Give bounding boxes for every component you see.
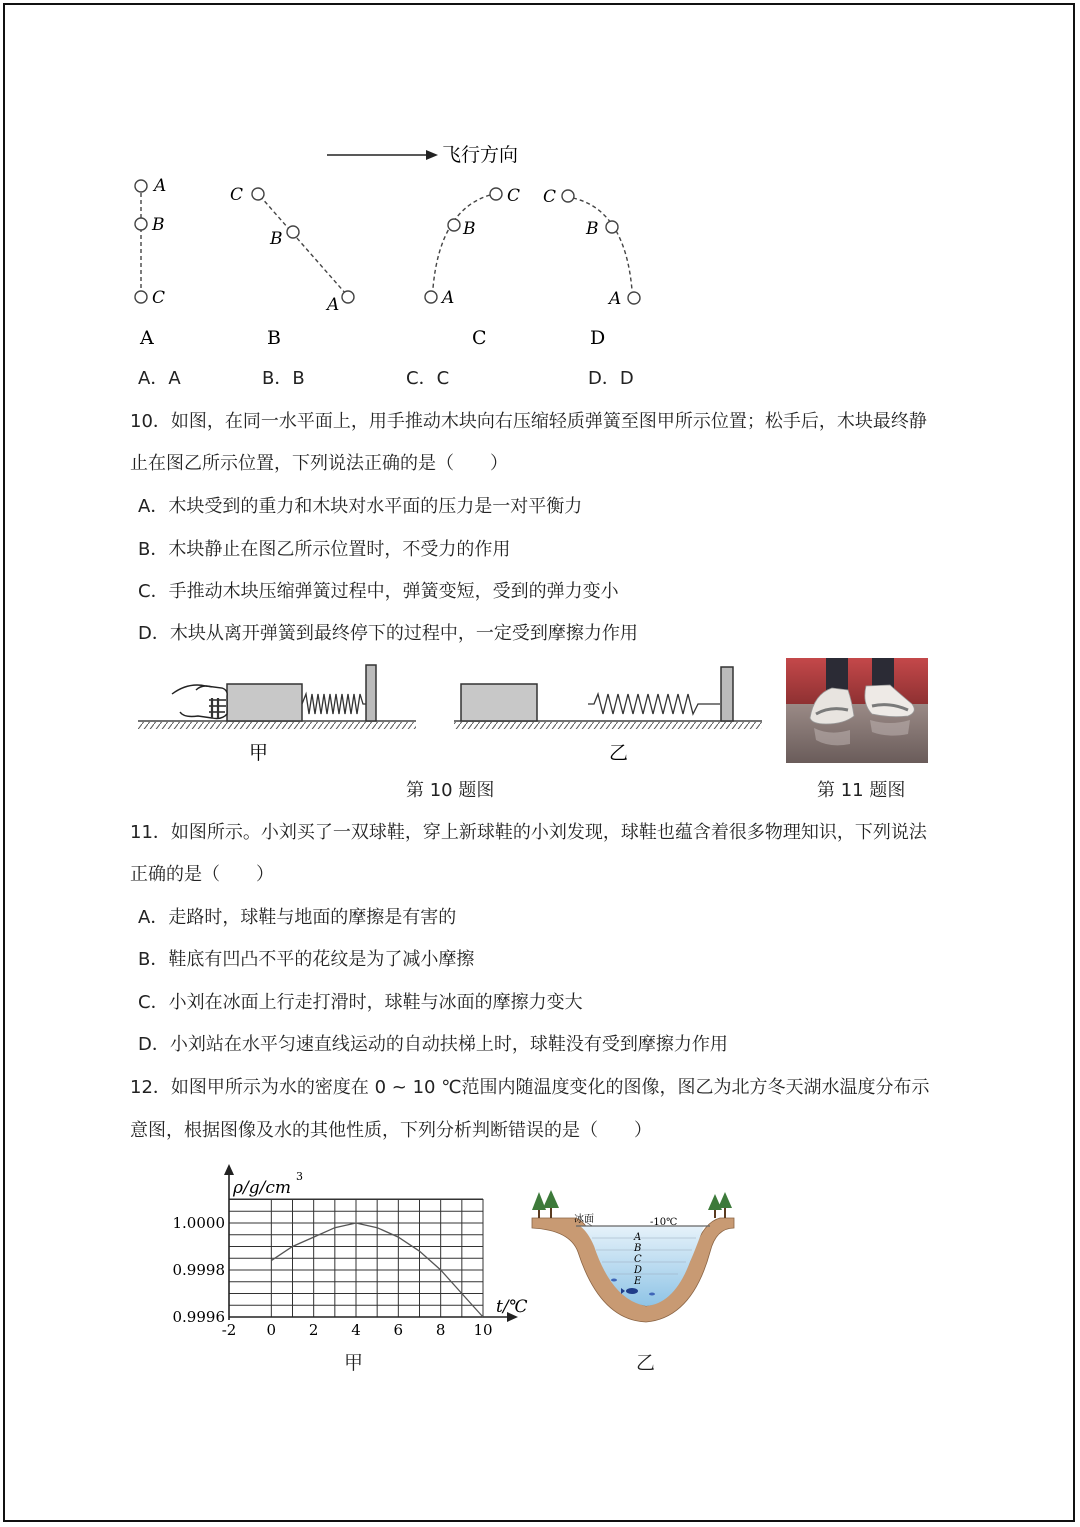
q10-label-yi: 乙: [609, 742, 629, 764]
spring-relaxed: [588, 694, 720, 714]
q9-d-point-B: B: [586, 219, 599, 239]
q10-option-c[interactable]: C．手推动木块压缩弹簧过程中，弹簧变短，受到的弹力变小: [138, 581, 619, 602]
x-tick-label: -2: [221, 1321, 237, 1339]
q9-figure-label-c: C: [472, 327, 487, 349]
q10-figure-yi: [454, 667, 762, 729]
q10-figure-jia: [138, 665, 416, 729]
x-tick-label: 2: [308, 1321, 319, 1339]
x-axis-label: t/℃: [496, 1297, 528, 1317]
density-chart: [160, 1160, 530, 1375]
layer-label-d: D: [634, 1265, 643, 1276]
y-axis-arrow: [224, 1164, 234, 1175]
y-axis-label-superscript: 3: [296, 1170, 303, 1183]
q9-c-point-B: B: [463, 219, 476, 239]
x-tick-label: 4: [351, 1321, 361, 1339]
q11-shoe-photo: [786, 658, 928, 763]
q10-option-a[interactable]: A．木块受到的重力和木块对水平面的压力是一对平衡力: [138, 496, 583, 517]
q9-b-point-A: A: [327, 295, 340, 315]
lake-diagram: [528, 1188, 738, 1373]
wall-yi: [721, 667, 733, 721]
q10-figure-caption: 第 10 题图: [406, 780, 495, 801]
q9-option-a[interactable]: A．A: [138, 368, 181, 389]
q9-d-point-A: A: [609, 289, 622, 309]
q11-option-b[interactable]: B．鞋底有凹凸不平的花纹是为了减小摩擦: [138, 949, 475, 970]
q10-stem-line2: 止在图乙所示位置，下列说法正确的是（ ）: [130, 453, 508, 474]
lake-diagram-svg: [528, 1188, 738, 1328]
wall-jia: [366, 665, 376, 721]
air-temp-label: -10℃: [650, 1217, 678, 1228]
wooden-block-yi: [461, 684, 537, 721]
q12-stem-line2: 意图，根据图像及水的其他性质，下列分析判断错误的是（ ）: [130, 1120, 652, 1141]
q9-figure-label-a: A: [140, 327, 154, 349]
y-axis-label: ρ/g/cm: [233, 1178, 291, 1198]
layer-label-a: A: [634, 1232, 642, 1243]
q10-option-b[interactable]: B．木块静止在图乙所示位置时，不受力的作用: [138, 539, 511, 560]
q10-stem-line1: 10．如图，在同一水平面上，用手推动木块向右压缩轻质弹簧至图甲所示位置；松手后，木块最终静: [130, 411, 927, 432]
q10-spring-diagrams: [136, 660, 766, 770]
q10-label-jia: 甲: [249, 742, 269, 764]
flight-direction-label: 飞行方向: [442, 144, 519, 166]
q11-stem-line1: 11．如图所示。小刘买了一双球鞋，穿上新球鞋的小刘发现，球鞋也蕴含着很多物理知识，下列说法: [130, 822, 927, 843]
q12-label-yi: 乙: [636, 1352, 656, 1374]
q11-option-a[interactable]: A．走路时，球鞋与地面的摩擦是有害的: [138, 907, 457, 928]
q9-b-point-C: C: [230, 185, 244, 205]
y-tick-label: 0.9996: [172, 1308, 225, 1326]
q9-option-d[interactable]: D．D: [588, 368, 634, 389]
q10-figures: [136, 660, 766, 770]
spring-compressed: [302, 694, 366, 714]
q9-trajectory-diagrams: [120, 138, 680, 353]
layer-label-e: E: [634, 1276, 642, 1287]
q9-figure-a: [135, 180, 147, 303]
q9-figure: [120, 138, 680, 353]
q10-option-d[interactable]: D．木块从离开弹簧到最终停下的过程中，一定受到摩擦力作用: [138, 623, 638, 644]
x-tick-label: 0: [266, 1321, 277, 1339]
layer-label-b: B: [634, 1243, 642, 1254]
x-tick-label: 8: [435, 1321, 446, 1339]
y-tick-label: 1.0000: [172, 1214, 225, 1232]
flight-direction-arrowhead: [426, 150, 438, 160]
q9-option-c[interactable]: C．C: [406, 368, 450, 389]
q9-figure-d: [562, 190, 640, 304]
q11-figure-caption: 第 11 题图: [817, 780, 906, 801]
q11-option-c[interactable]: C．小刘在冰面上行走打滑时，球鞋与冰面的摩擦力变大: [138, 992, 583, 1013]
q9-c-point-C: C: [507, 186, 521, 206]
hand-icon: [172, 685, 227, 719]
q9-a-point-A: A: [154, 176, 167, 196]
chart-ticks: [173, 1214, 493, 1339]
q12-stem-line1: 12．如图甲所示为水的密度在 0 ~ 10 ℃范围内随温度变化的图像，图乙为北方冬天湖水温度分布示: [130, 1077, 930, 1098]
q9-b-point-B: B: [270, 229, 283, 249]
x-tick-label: 10: [473, 1321, 493, 1339]
q9-c-point-A: A: [442, 288, 455, 308]
y-tick-label: 0.9998: [172, 1261, 225, 1279]
tree-icon-left: [532, 1190, 559, 1218]
tree-icon-right: [708, 1192, 732, 1218]
wooden-block-jia: [227, 684, 302, 721]
x-tick-label: 6: [393, 1321, 404, 1339]
density-chart-svg: [160, 1160, 530, 1375]
q11-option-d[interactable]: D．小刘站在水平匀速直线运动的自动扶梯上时，球鞋没有受到摩擦力作用: [138, 1034, 728, 1055]
q9-figure-b: [252, 188, 354, 303]
shoe-photo-image: [786, 658, 928, 763]
chart-grid: [229, 1199, 483, 1317]
layer-label-c: C: [634, 1254, 642, 1265]
q9-figure-label-b: B: [267, 327, 281, 349]
q9-a-point-C: C: [152, 288, 166, 308]
q9-a-point-B: B: [152, 215, 165, 235]
ice-surface-label: 冰面: [574, 1214, 594, 1225]
q9-d-point-C: C: [543, 187, 557, 207]
q9-option-b[interactable]: B．B: [262, 368, 305, 389]
q9-figure-label-d: D: [590, 327, 606, 349]
q9-figure-c: [425, 188, 502, 303]
q11-stem-line2: 正确的是（ ）: [130, 864, 274, 885]
q12-label-jia: 甲: [344, 1352, 364, 1374]
